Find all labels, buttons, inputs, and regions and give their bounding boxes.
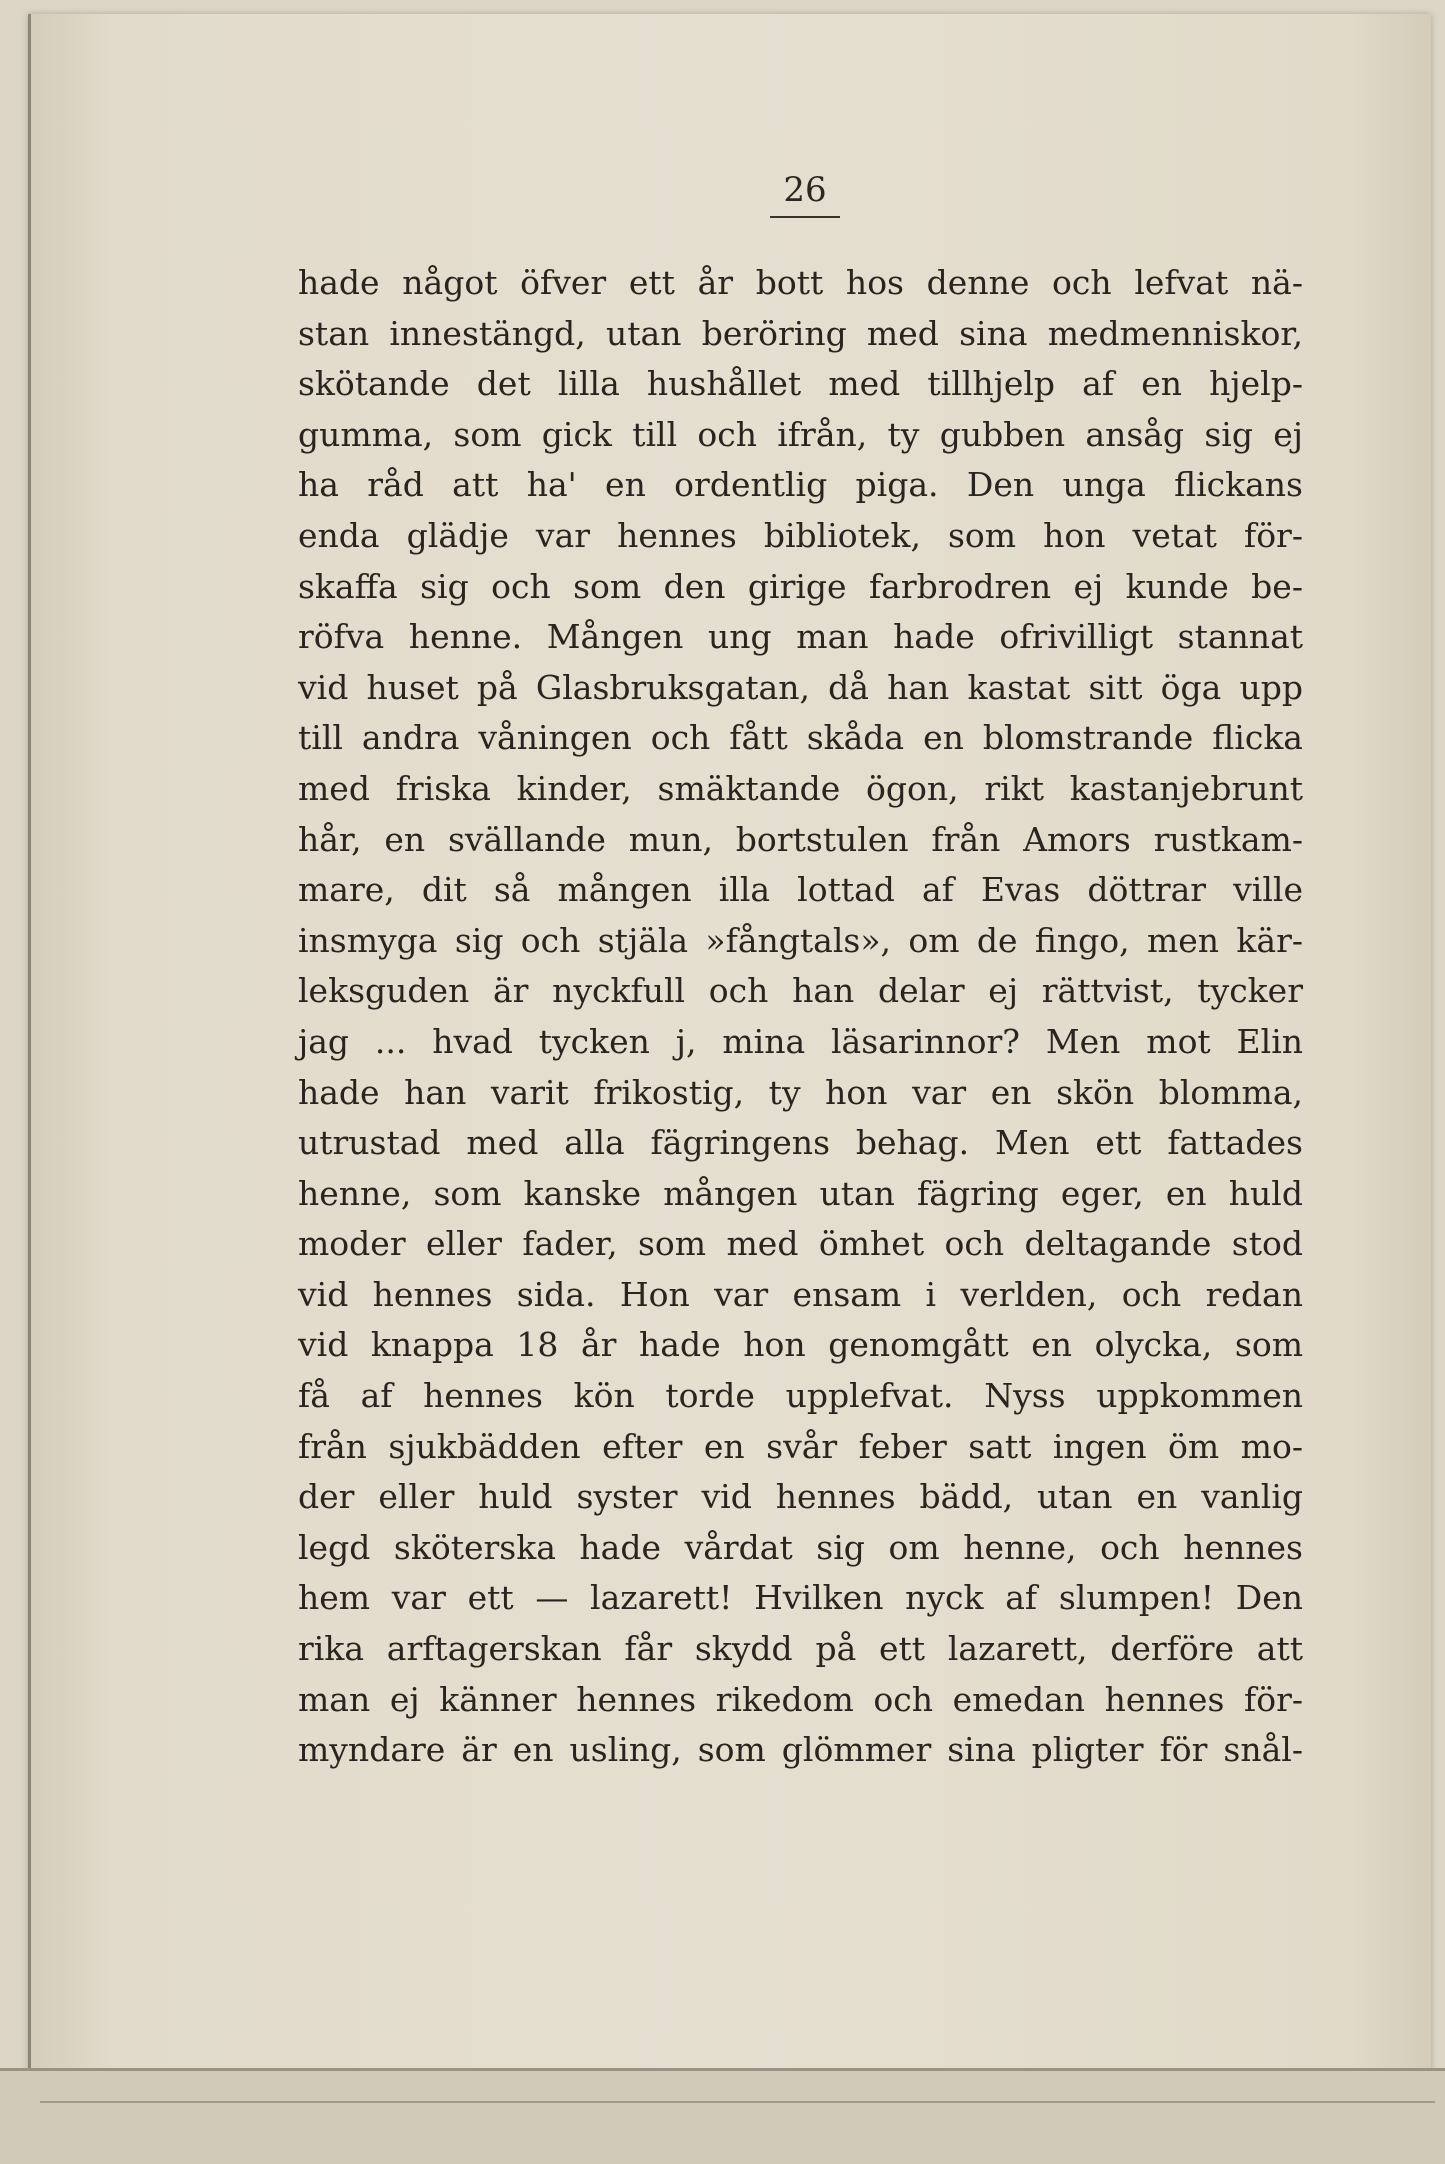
text-line: hår, en svällande mun, bortstulen från Amors rustkam- bbox=[298, 819, 1303, 859]
text-line: få af hennes kön torde upplefvat. Nyss uppkommen bbox=[298, 1376, 1303, 1416]
text-line: leksguden är nyckfull och han delar ej rättvist, tycker bbox=[298, 971, 1303, 1011]
page-number: 26 bbox=[770, 170, 840, 218]
body-text bbox=[298, 258, 1303, 1776]
text-line: stan innestängd, utan beröring med sina medmenniskor, bbox=[298, 313, 1303, 353]
text-line: utrustad med alla fägringens behag. Men ett fattades bbox=[298, 1123, 1303, 1163]
text-line: mare, dit så mången illa lottad af Evas döttrar ville bbox=[298, 870, 1303, 910]
text-line: vid hennes sida. Hon var ensam i verlden, och redan bbox=[298, 1274, 1303, 1314]
text-line: enda glädje var hennes bibliotek, som hon vetat för- bbox=[298, 515, 1303, 555]
text-line: gumma, som gick till och ifrån, ty gubben ansåg sig ej bbox=[298, 414, 1303, 454]
text-line: skaffa sig och som den girige farbrodren ej kunde be- bbox=[298, 566, 1303, 606]
text-line: vid huset på Glasbruksgatan, då han kastat sitt öga upp bbox=[298, 667, 1303, 707]
text-line: hade något öfver ett år bott hos denne och lefvat nä- bbox=[298, 263, 1303, 302]
text-line: röfva henne. Mången ung man hade ofrivilligt stannat bbox=[298, 617, 1303, 657]
text-line: hem var ett — lazarett! Hvilken nyck af slumpen! Den bbox=[298, 1578, 1303, 1618]
text-line: insmyga sig och stjäla »fångtals», om de fingo, men kär- bbox=[298, 920, 1303, 960]
text-line: skötande det lilla hushållet med tillhjelp af en hjelp- bbox=[298, 364, 1303, 404]
text-line: henne, som kanske mången utan fägring eger, en huld bbox=[298, 1173, 1303, 1213]
text-line: der eller huld syster vid hennes bädd, utan en vanlig bbox=[298, 1477, 1303, 1517]
text-line: ha råd att ha' en ordentlig piga. Den unga flickans bbox=[298, 465, 1303, 505]
text-line: till andra våningen och fått skåda en blomstrande flicka bbox=[298, 718, 1303, 758]
text-line: jag ... hvad tycken j, mina läsarinnor? Men mot Elin bbox=[298, 1021, 1303, 1061]
text-line: hade han varit frikostig, ty hon var en skön blomma, bbox=[298, 1072, 1303, 1112]
text-line: man ej känner hennes rikedom och emedan hennes för- bbox=[298, 1679, 1303, 1719]
text-line: från sjukbädden efter en svår feber satt ingen öm mo- bbox=[298, 1426, 1303, 1466]
text-line: med friska kinder, smäktande ögon, rikt kastanjebrunt bbox=[298, 768, 1303, 808]
text-line: legd sköterska hade vårdat sig om henne, och hennes bbox=[298, 1527, 1303, 1567]
text-line: vid knappa 18 år hade hon genomgått en olycka, som bbox=[298, 1325, 1303, 1365]
text-line: moder eller fader, som med ömhet och deltagande stod bbox=[298, 1224, 1303, 1264]
text-line: rika arftagerskan får skydd på ett lazarett, derföre att bbox=[298, 1629, 1303, 1669]
edge-line bbox=[40, 2101, 1435, 2103]
text-line: myndare är en usling, som glömmer sina pligter för snål- bbox=[298, 1730, 1303, 1770]
page-bottom-edge bbox=[0, 2068, 1445, 2164]
